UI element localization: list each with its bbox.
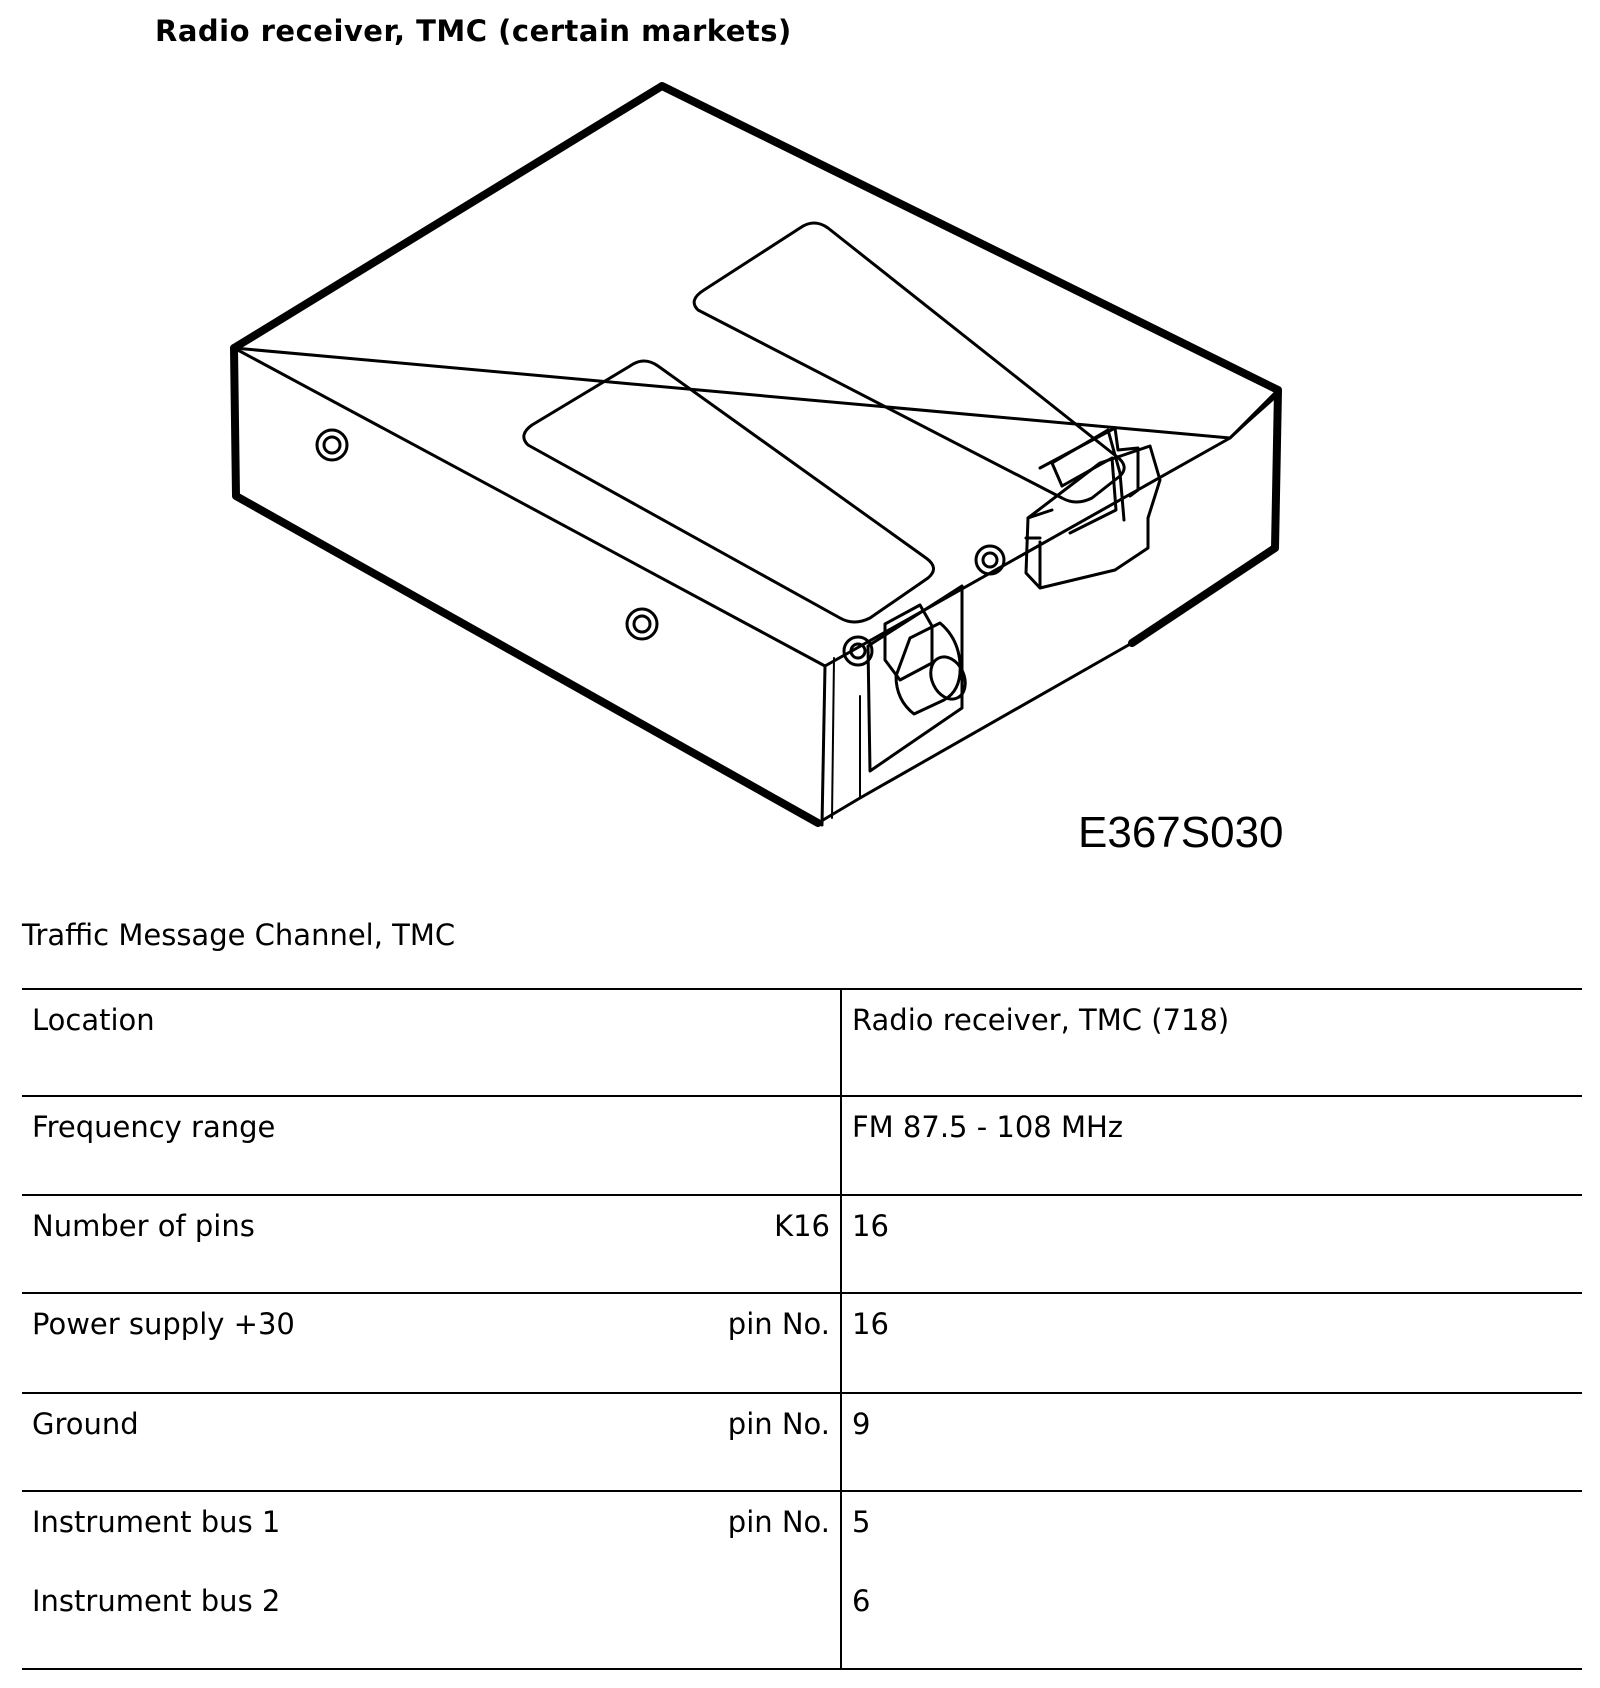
- spec-label-cell: [22, 1394, 842, 1490]
- spec-sublabel: pin No.: [727, 1505, 830, 1539]
- spec-value: 16: [852, 1307, 889, 1341]
- section-title: Traffic Message Channel, TMC: [22, 918, 456, 952]
- spec-label: Location: [32, 1003, 155, 1037]
- spec-table: [22, 988, 1582, 1670]
- spec-row-power: [22, 1294, 1582, 1394]
- spec-sublabel: pin No.: [727, 1407, 830, 1441]
- radio-receiver-illustration: [220, 78, 1290, 858]
- outer-outline: [234, 86, 1278, 643]
- figure-code: E367S030: [1078, 808, 1284, 857]
- spec-value-cell: [842, 1294, 1582, 1392]
- spec-value: FM 87.5 - 108 MHz: [852, 1110, 1124, 1144]
- spec-value: Radio receiver, TMC (718): [852, 1003, 1230, 1037]
- top-face: [234, 86, 1278, 438]
- spec-label: Number of pins: [32, 1209, 255, 1243]
- page-title: Radio receiver, TMC (certain markets): [155, 14, 792, 48]
- spec-value: 6: [852, 1584, 871, 1618]
- spec-label: Power supply +30: [32, 1307, 295, 1341]
- spec-row-pins: [22, 1196, 1582, 1294]
- spec-row-instrument-bus: [22, 1492, 1582, 1670]
- spec-value-cell: [842, 1394, 1582, 1490]
- screw-plate-right: [976, 546, 1004, 574]
- spec-value: 16: [852, 1209, 889, 1243]
- spec-value: 5: [852, 1505, 871, 1539]
- spec-label-cell: [22, 1294, 842, 1392]
- spec-label: Instrument bus 1: [32, 1505, 281, 1539]
- spec-label-cell: [22, 990, 842, 1095]
- spec-value-cell: [842, 1097, 1582, 1194]
- spec-sublabel: pin No.: [727, 1307, 830, 1341]
- spec-label-cell: [22, 1097, 842, 1194]
- spec-value-cell: [842, 1196, 1582, 1292]
- spec-value-cell: [842, 990, 1582, 1095]
- screw-middle: [627, 609, 657, 639]
- multipin-socket: [1026, 428, 1160, 588]
- spec-label: Frequency range: [32, 1110, 276, 1144]
- antenna-connector: [885, 605, 972, 714]
- spec-value-cell: [842, 1492, 1582, 1668]
- spec-label-cell: [22, 1492, 842, 1668]
- spec-row-ground: [22, 1394, 1582, 1492]
- spec-sublabel: K16: [774, 1209, 830, 1243]
- spec-row-frequency: [22, 1097, 1582, 1196]
- spec-label: Instrument bus 2: [32, 1584, 281, 1618]
- spec-label-cell: [22, 1196, 842, 1292]
- screw-left: [317, 430, 347, 460]
- spec-row-location: [22, 990, 1582, 1097]
- spec-label: Ground: [32, 1407, 139, 1441]
- spec-value: 9: [852, 1407, 871, 1441]
